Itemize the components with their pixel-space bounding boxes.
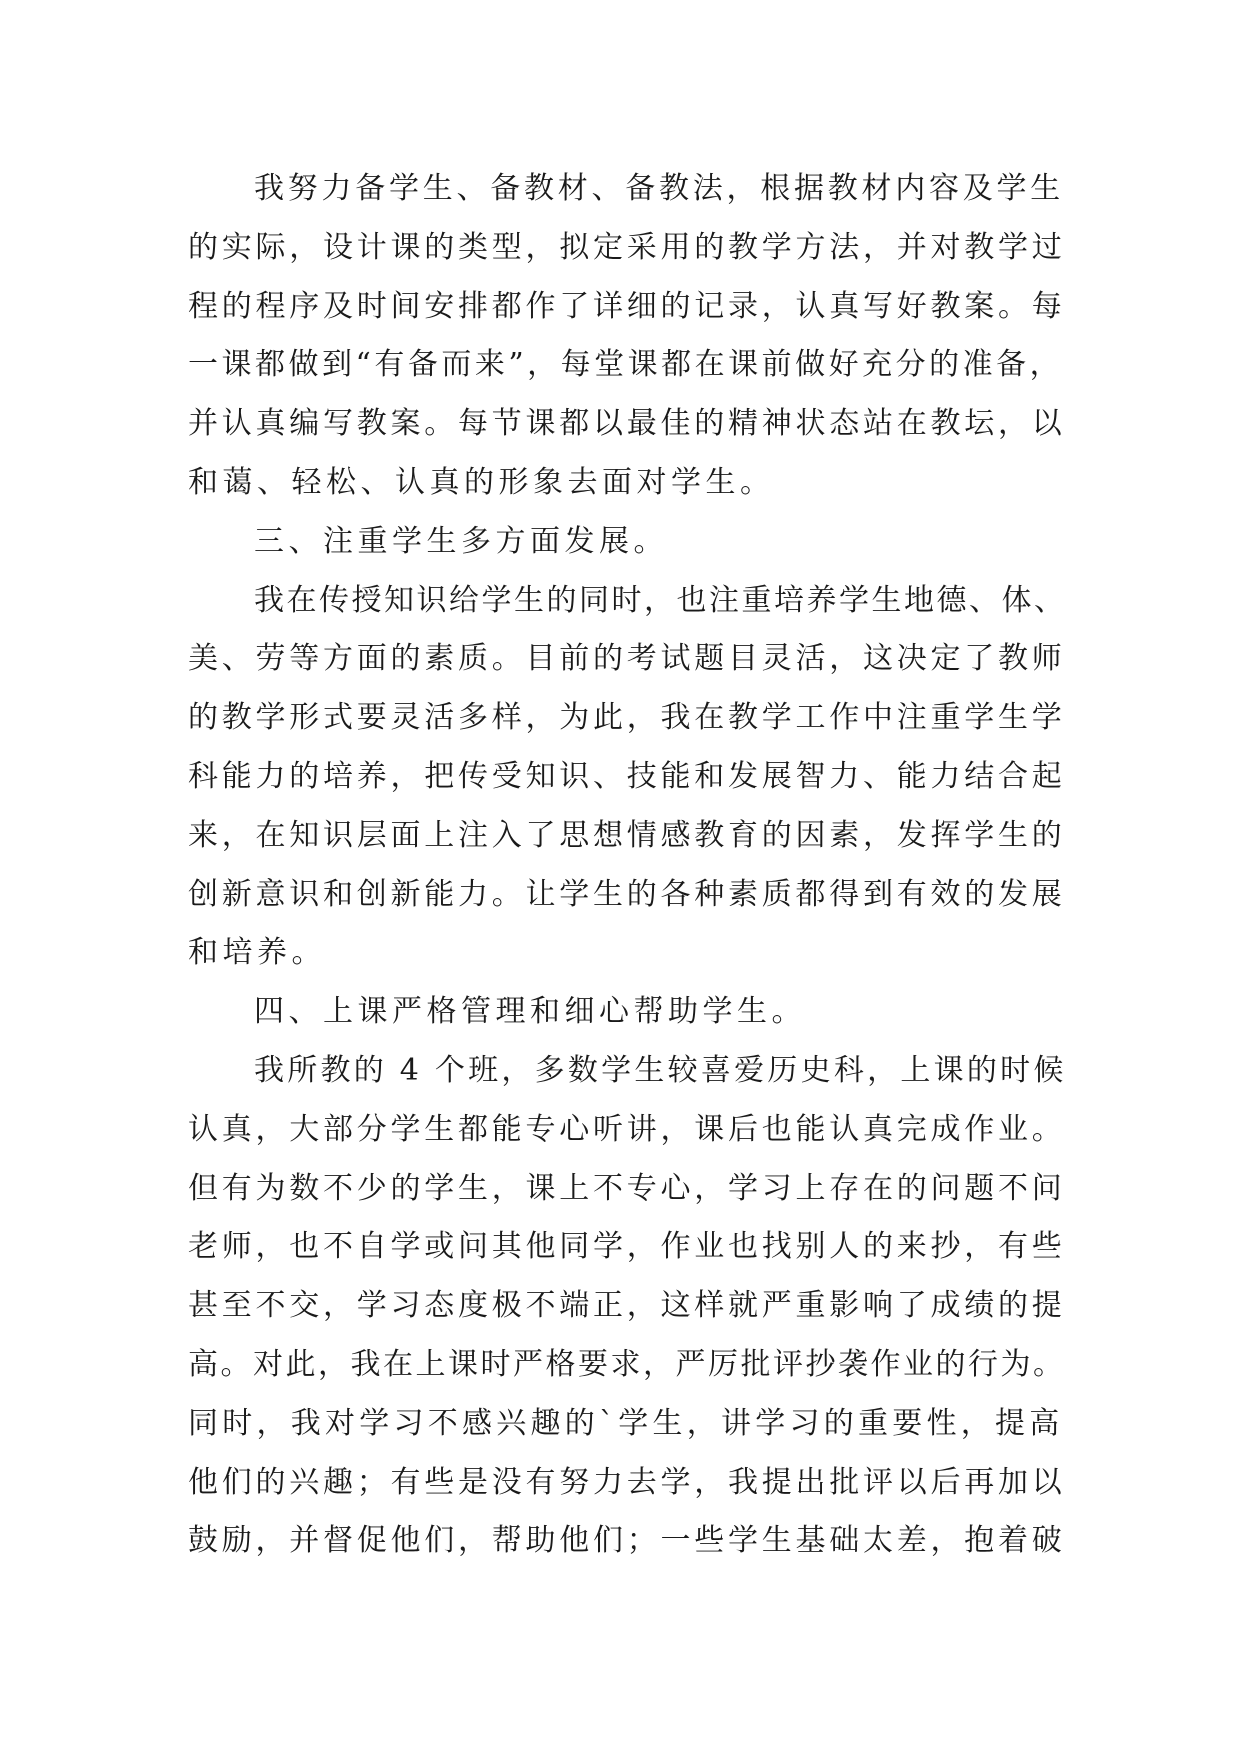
paragraph-first-line: 三、注重学生多方面发展。 bbox=[254, 523, 668, 559]
text-line: 程的程序及时间安排都作了详细的记录，认真写好教案。每 bbox=[188, 288, 1066, 324]
document-body bbox=[188, 160, 1068, 1571]
text-line: 来，在知识层面上注入了思想情感教育的因素，发挥学生的 bbox=[188, 817, 1066, 853]
text-line: 一课都做到“有备而来”，每堂课都在课前做好充分的准备， bbox=[188, 347, 1064, 383]
text-line: 甚至不交，学习态度极不端正，这样就严重影响了成绩的提 bbox=[188, 1288, 1066, 1324]
text-line: 鼓励，并督促他们，帮助他们；一些学生基础太差，抱着破 bbox=[188, 1523, 1066, 1559]
text-line: 和蔼、轻松、认真的形象去面对学生。 bbox=[188, 464, 775, 500]
text-line: 创新意识和创新能力。让学生的各种素质都得到有效的发展 bbox=[188, 876, 1066, 912]
text-line: 高。对此，我在上课时严格要求，严厉批评抄袭作业的行为。 bbox=[188, 1346, 1066, 1382]
text-line: 的教学形式要灵活多样，为此，我在教学工作中注重学生学 bbox=[188, 700, 1066, 736]
text-line: 他们的兴趣；有些是没有努力去学，我提出批评以后再加以 bbox=[188, 1464, 1066, 1500]
text-line: 的实际，设计课的类型，拟定采用的教学方法，并对教学过 bbox=[188, 229, 1066, 265]
text-line: 美、劳等方面的素质。目前的考试题目灵活，这决定了教师 bbox=[188, 641, 1066, 677]
paragraph-first-line: 四、上课严格管理和细心帮助学生。 bbox=[254, 994, 806, 1030]
text-line: 同时，我对学习不感兴趣的`学生，讲学习的重要性，提高 bbox=[188, 1405, 1064, 1441]
text-line: 科能力的培养，把传受知识、技能和发展智力、能力结合起 bbox=[188, 758, 1066, 794]
text-line: 和培养。 bbox=[188, 935, 326, 971]
text-line: 认真，大部分学生都能专心听讲，课后也能认真完成作业。 bbox=[188, 1111, 1066, 1147]
paragraph-first-line: 我所教的 4 个班，多数学生较喜爱历史科，上课的时候 bbox=[254, 1052, 1067, 1088]
paragraph-first-line: 我努力备学生、备教材、备教法，根据教材内容及学生 bbox=[254, 171, 1064, 206]
text-line: 但有为数不少的学生，课上不专心，学习上存在的问题不问 bbox=[188, 1170, 1066, 1206]
paragraph-first-line: 我在传授知识给学生的同时，也注重培养学生地德、体、 bbox=[254, 582, 1067, 618]
text-line: 老师，也不自学或问其他同学，作业也找别人的来抄，有些 bbox=[188, 1229, 1066, 1265]
text-line: 并认真编写教案。每节课都以最佳的精神状态站在教坛，以 bbox=[188, 406, 1066, 442]
